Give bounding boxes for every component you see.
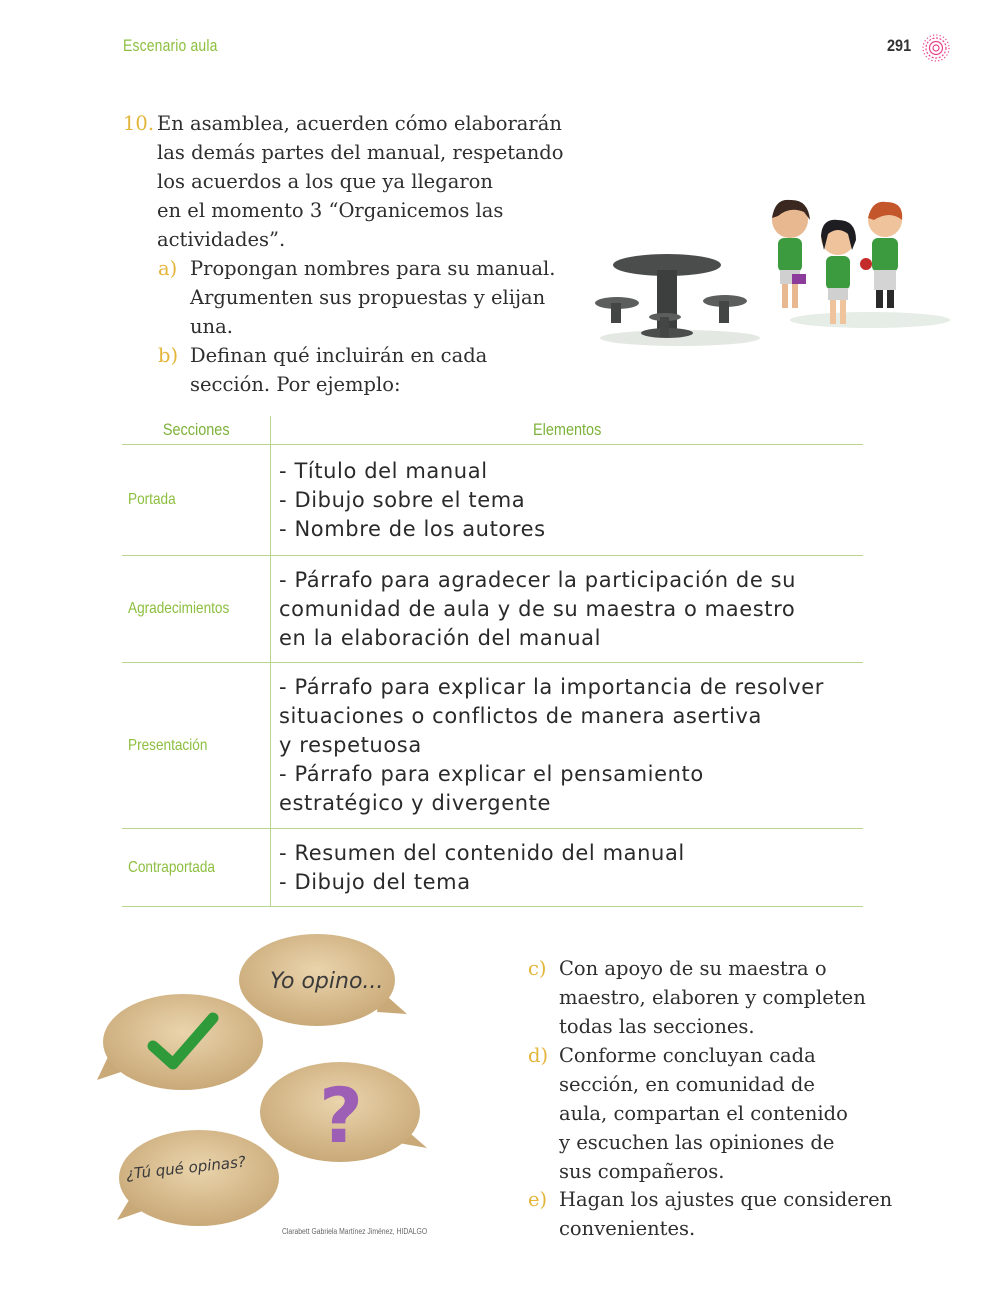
speech-bubbles-illustration: [95, 930, 435, 1230]
section-name: Agradecimientos: [122, 556, 271, 663]
table-header-row: [122, 416, 863, 445]
section-name: Presentación: [122, 663, 271, 829]
section-name: Portada: [122, 445, 271, 556]
step-a: [158, 254, 578, 341]
column-header: Elementos: [271, 416, 864, 445]
mandala-icon: [921, 33, 951, 63]
section-elements: - Resumen del contenido del manual - Dibujo del tema: [271, 829, 864, 907]
step-text: Hagan los ajustes que consideren convenientes.: [559, 1188, 893, 1240]
section-elements: - Párrafo para explicar la importancia de resolver situaciones o conflictos de manera asertiva y respetuosa - Párrafo para explicar el pensamiento estratégico y divergente: [271, 663, 864, 829]
speech-bubble: [117, 1130, 279, 1226]
activity-text: En asamblea, acuerden cómo elaborarán las demás partes del manual, respetando los acuerdos a los que ya llegaron en el momento 3 “Organicemos las actividades”.: [157, 112, 564, 251]
speech-bubble: [239, 934, 407, 1026]
step-letter: a): [158, 257, 178, 280]
column-header: Secciones: [122, 416, 271, 445]
running-header-section: Escenario aula: [123, 36, 218, 55]
section-elements: - Párrafo para agradecer la participación de su comunidad de aula y de su maestra o maestro en la elaboración del manual: [271, 556, 864, 663]
children-and-table-illustration: [590, 190, 950, 350]
step-letter: b): [158, 344, 179, 367]
step-text: Con apoyo de su maestra o maestro, elaboren y completen todas las secciones.: [559, 957, 866, 1038]
table-row: [122, 829, 863, 907]
step-e: [528, 1185, 908, 1243]
step-b: [158, 341, 578, 399]
svg-text:¿Tú qué opinas?: ¿Tú qué opinas?: [125, 1152, 247, 1184]
speech-bubble: [97, 994, 263, 1090]
step-letter: d): [528, 1044, 549, 1067]
step-letter: c): [528, 957, 547, 980]
activity-number: 10.: [123, 112, 155, 135]
step-text: Propongan nombres para su manual. Argumenten sus propuestas y elijan una.: [190, 257, 556, 338]
table-row: [122, 445, 863, 556]
svg-text:Yo opino...: Yo opino...: [270, 969, 384, 994]
sections-table: [122, 416, 863, 907]
page-number: 291: [887, 36, 912, 55]
step-c: [528, 954, 908, 1041]
step-letter: e): [528, 1188, 548, 1211]
activity-10: [123, 109, 593, 254]
speech-bubble: [260, 1062, 427, 1162]
step-text: Definan qué incluirán en cada sección. Por ejemplo:: [190, 344, 488, 396]
illustration-credit: Clarabett Gabriela Martínez Jiménez, HIDALGO: [282, 1227, 428, 1236]
question-mark-icon: ?: [319, 1071, 364, 1160]
section-name: Contraportada: [122, 829, 271, 907]
table-row: [122, 556, 863, 663]
step-d: [528, 1041, 908, 1186]
section-elements: - Título del manual - Dibujo sobre el tema - Nombre de los autores: [271, 445, 864, 556]
table-row: [122, 663, 863, 829]
step-text: Conforme concluyan cada sección, en comunidad de aula, compartan el contenido y escuchen las opiniones de sus compañeros.: [559, 1044, 848, 1183]
